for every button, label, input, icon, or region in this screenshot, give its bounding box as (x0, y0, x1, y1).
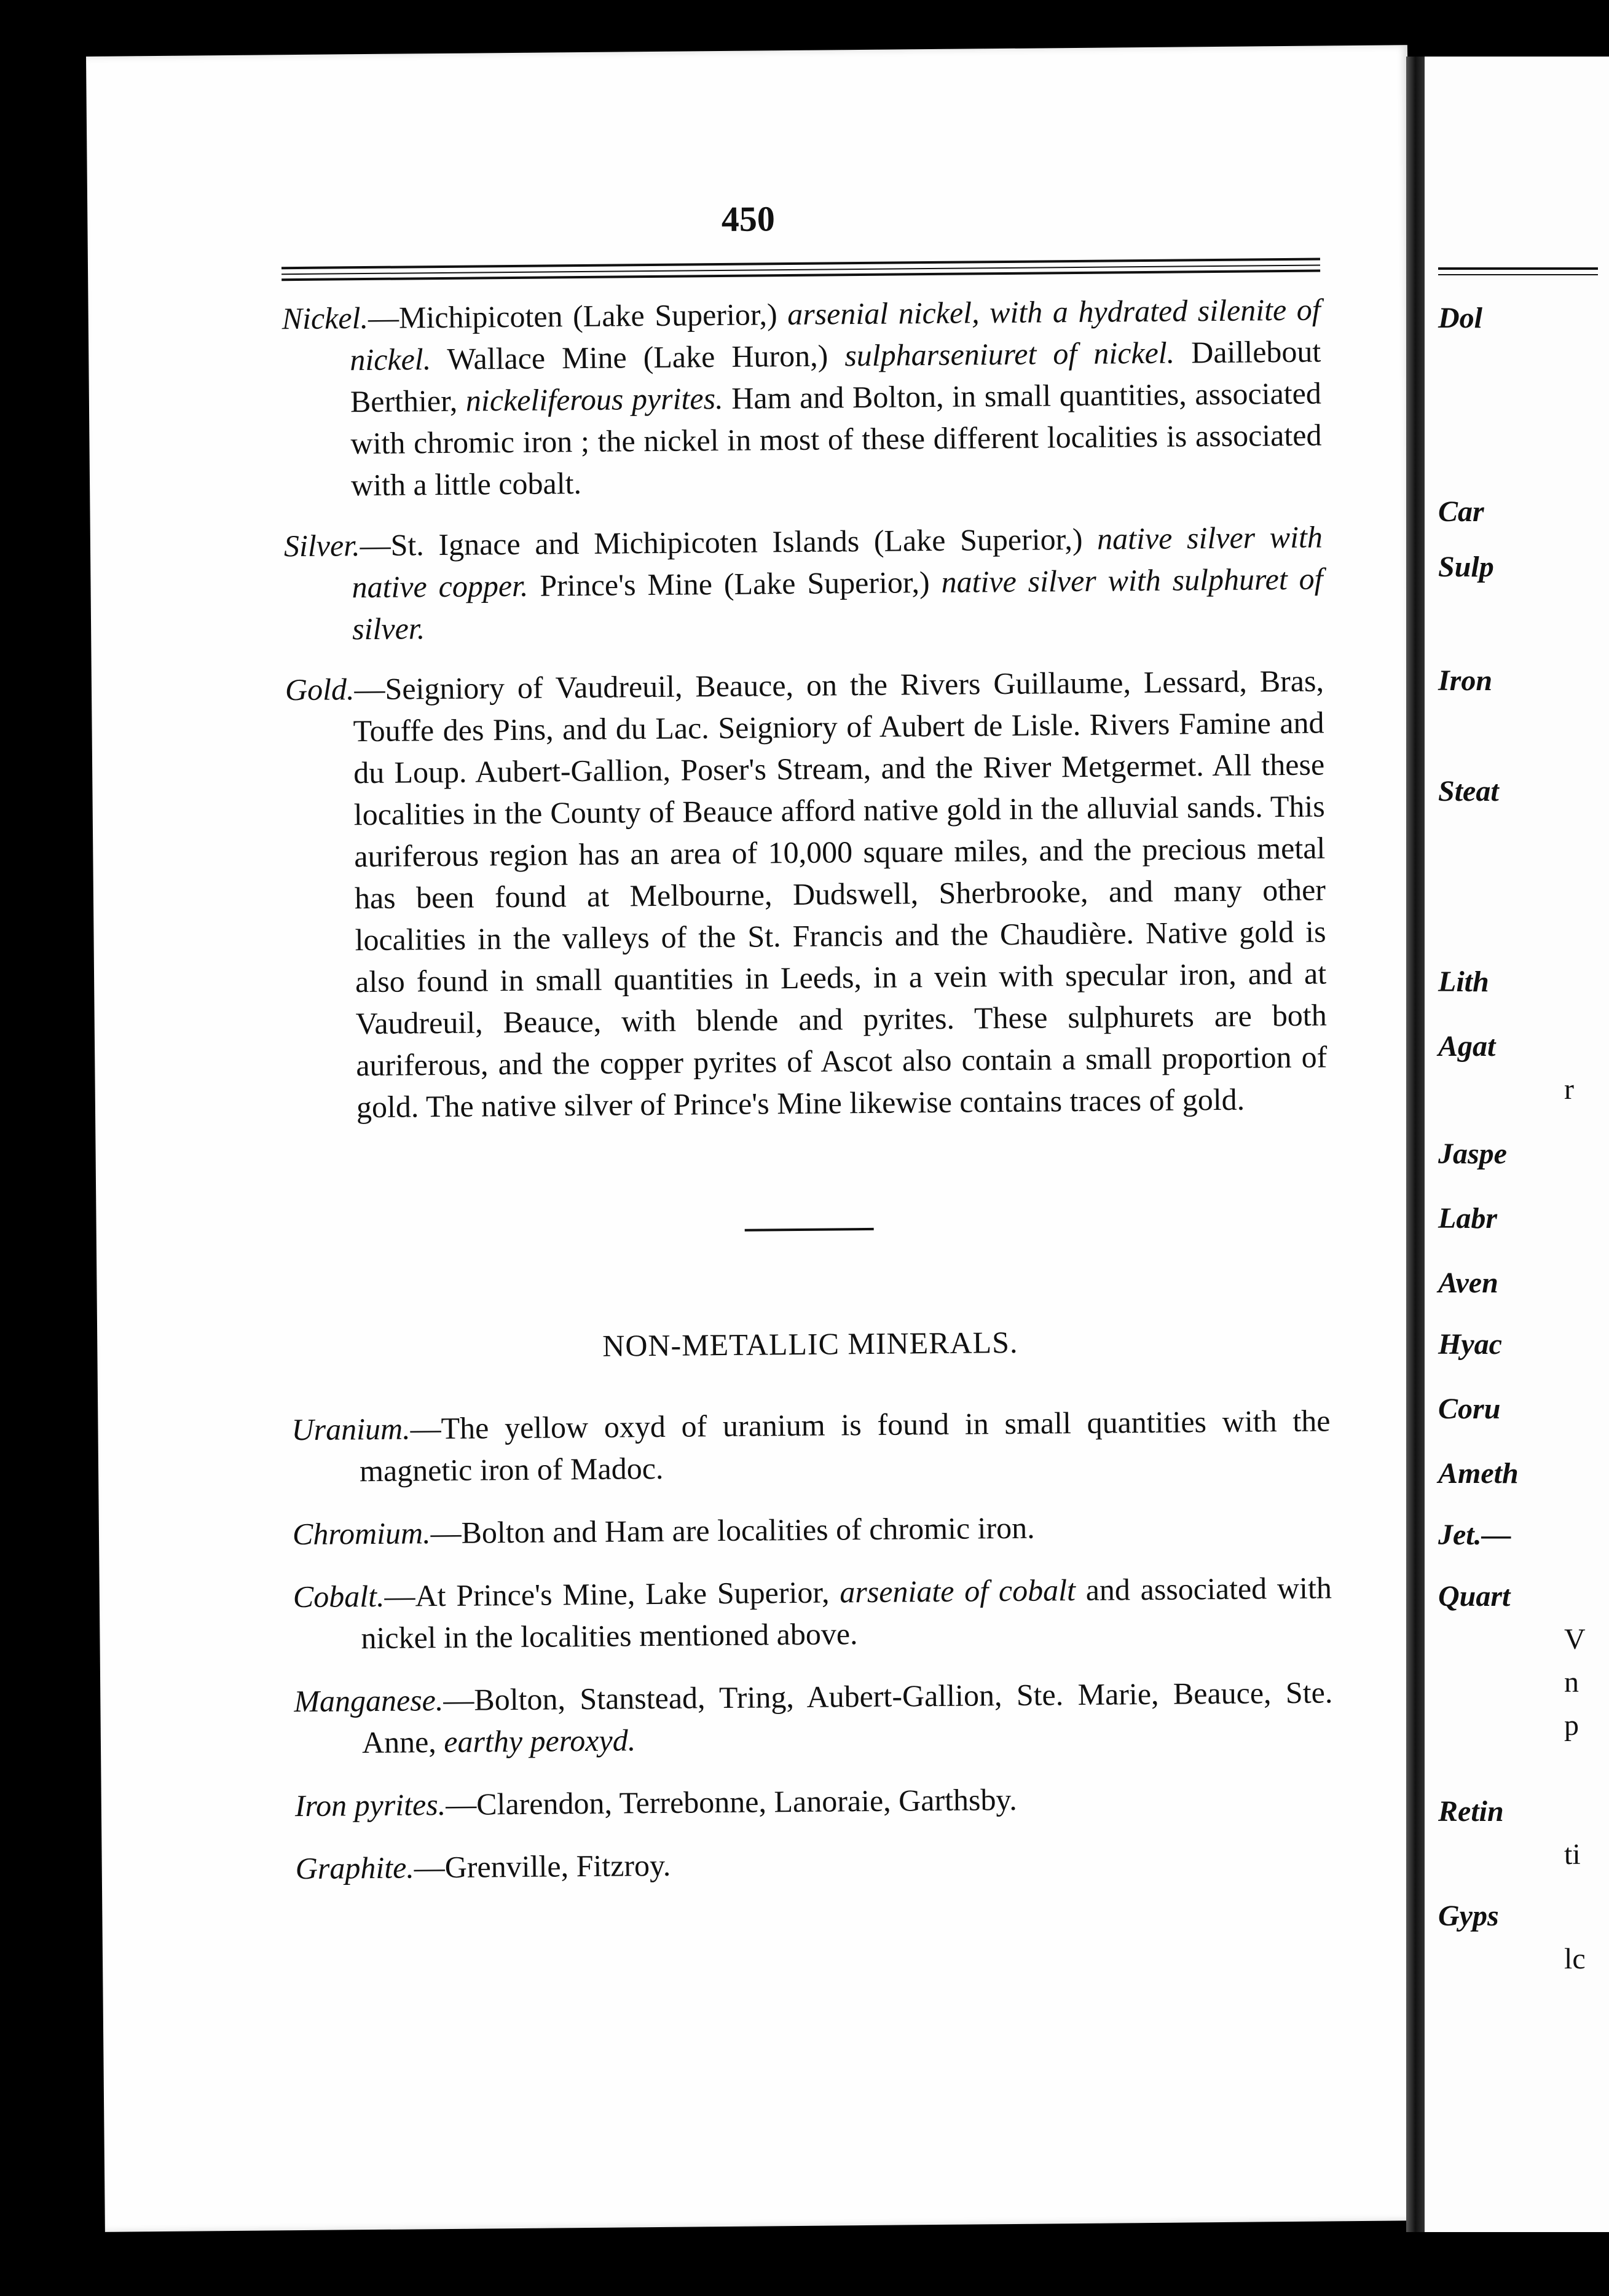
right-page-fragment: Jaspe (1438, 1138, 1507, 1170)
italic-description: sulpharseniuret of nickel. (844, 335, 1175, 373)
italic-description: arseniate of cobalt (840, 1573, 1076, 1610)
mineral-name: Silver. (283, 528, 360, 564)
section-divider (745, 1228, 874, 1232)
mineral-entry (295, 1838, 1334, 1889)
mineral-name: Graphite. (295, 1850, 415, 1886)
mineral-entry (285, 659, 1328, 1128)
page-number: 450 (721, 199, 776, 239)
italic-description: earthy peroxyd. (444, 1723, 636, 1759)
right-header-rule (1438, 267, 1598, 270)
mineral-name: Iron pyrites. (294, 1787, 446, 1823)
mineral-entry (294, 1671, 1333, 1764)
entry-text: —Bolton, Stanstead, Tring, Aubert-Gallion, Ste. Marie, Beauce, Ste. Anne, (361, 1675, 1333, 1760)
italic-description: nickeliferous pyrites. (465, 380, 723, 418)
left-page (86, 45, 1426, 2232)
right-page-fragment: Retin (1438, 1795, 1504, 1828)
right-page-fragment-plain: p (1564, 1709, 1579, 1742)
entry-text: —Grenville, Fitzroy. (414, 1847, 671, 1885)
right-header-rule-thin (1438, 274, 1598, 275)
right-page-fragment-plain: r (1564, 1073, 1574, 1106)
right-page-fragment: Lith (1438, 965, 1489, 998)
right-page-fragment: Dol (1438, 302, 1482, 334)
right-page-fragment: Aven (1438, 1267, 1498, 1299)
right-page-fragment: Jet.— (1438, 1519, 1511, 1551)
mineral-name: Cobalt. (293, 1578, 385, 1614)
right-page-fragment-plain: V (1564, 1623, 1586, 1656)
right-page-fragment: Steat (1438, 775, 1499, 808)
mineral-name: Chromium. (292, 1516, 431, 1552)
right-page-fragment: Hyac (1438, 1328, 1502, 1361)
right-page-fragment: Car (1438, 495, 1484, 528)
header-rule (281, 258, 1320, 269)
book-spine (1406, 57, 1425, 2232)
right-page-fragment: Agat (1438, 1030, 1496, 1063)
entry-text: and associated with nickel in the localities mentioned above. (361, 1570, 1332, 1656)
entry-text: —St. Ignace and Michipicoten Islands (Lake Superior,) (360, 521, 1098, 563)
right-page-fragment: Iron (1438, 664, 1493, 697)
mineral-entry (295, 1775, 1334, 1826)
mineral-entry (293, 1504, 1332, 1555)
entry-text: Wallace Mine (Lake Huron,) (430, 338, 845, 377)
entry-text: —Michipicoten (Lake Superior,) (368, 297, 788, 336)
entry-text: Ham and Bolton, in small quantities, associated with chromic iron ; the nickel in most of these different localities is associated with a little cobalt. (350, 375, 1322, 503)
italic-description: native silver with native copper. (352, 519, 1323, 605)
entry-text: —The yellow oxyd of uranium is found in small quantities with the magnetic iron of Madoc. (359, 1403, 1331, 1488)
section-title: NON-METALLIC MINERALS. (602, 1324, 1018, 1363)
right-page-fragment-plain: ti (1564, 1838, 1581, 1871)
entry-text: —At Prince's Mine, Lake Superior, (384, 1575, 840, 1613)
right-page-fragment: Ameth (1438, 1457, 1519, 1490)
page-content (281, 288, 1334, 1910)
italic-description: native silver with sulphuret of silver. (352, 561, 1323, 647)
mineral-name: Manganese. (294, 1683, 444, 1719)
header-rule-lower (281, 269, 1320, 281)
entry-text: Prince's Mine (Lake Superior,) (528, 564, 942, 603)
entry-text: Daillebout Berthier, (350, 334, 1321, 419)
entry-text: —Bolton and Ham are localities of chromic iron. (430, 1510, 1035, 1551)
entry-text: —Seigniory of Vaudreuil, Beauce, on the Rivers Guillaume, Lessard, Bras, Touffe des Pins, and du Lac. Seigniory of Aubert de Lisle. Rivers Famine and du Loup. Aubert-Gallion, Poser's Stream, and the River Metgermet. All these localities in the County of Beauce afford native gold in the alluvial sands. This auriferous region has an area of 10,000 square miles, and the precious metal has been found at Melbourne, Dudswell, Sherbrooke, and many other localities in the valleys of the St. Francis and the Chaudière. Native gold is also found in small quantities in Leeds, in a vein with specular iron, and at Vaudreuil, Beauce, with blende and pyrites. These sulphurets are both auriferous, and the copper pyrites of Ascot also contain a small proportion of gold. The native silver of Prince's Mine likewise contains traces of gold. (353, 663, 1328, 1125)
right-page-fragment: Quart (1438, 1580, 1511, 1613)
metallic-entries (281, 288, 1328, 1128)
right-page-fragment: Gyps (1438, 1900, 1499, 1932)
mineral-entry (281, 288, 1322, 506)
mineral-entry (291, 1399, 1331, 1492)
non-metallic-entries (291, 1399, 1334, 1889)
right-page-fragment-plain: n (1564, 1666, 1579, 1699)
italic-description: arsenial nickel, with a hydrated silenite of nickel. (350, 292, 1321, 377)
mineral-name: Gold. (285, 672, 355, 707)
right-page-fragment: Labr (1438, 1202, 1497, 1235)
mineral-name: Uranium. (291, 1411, 411, 1447)
right-page-fragment: Coru (1438, 1393, 1501, 1425)
mineral-name: Nickel. (281, 301, 369, 336)
right-page-fragment-plain: lc (1564, 1943, 1586, 1975)
entry-text: —Clarendon, Terrebonne, Lanoraie, Garthsby. (445, 1782, 1017, 1822)
mineral-entry (284, 516, 1324, 650)
mineral-entry (293, 1567, 1332, 1659)
right-page-fragment: Sulp (1438, 551, 1494, 583)
